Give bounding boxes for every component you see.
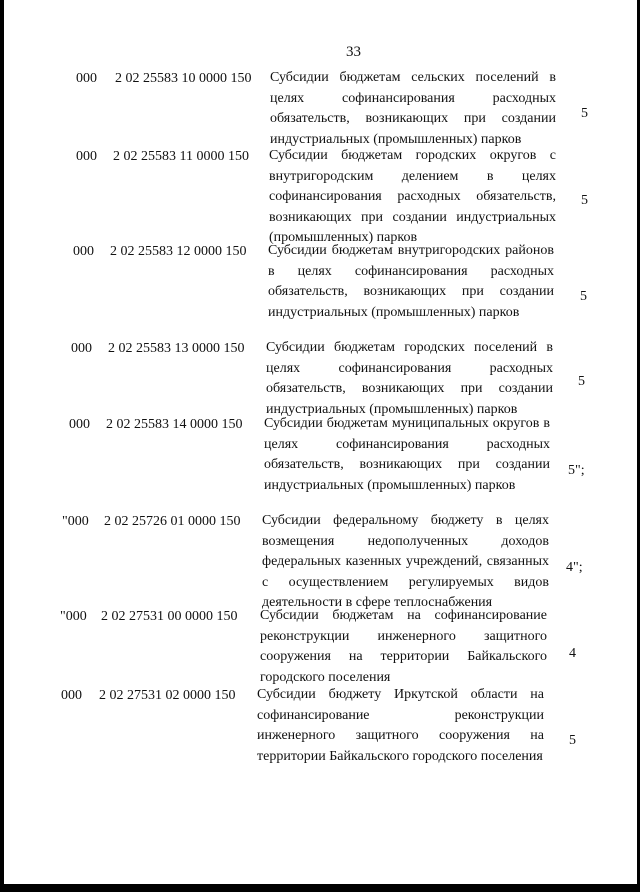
budget-classification-code: 2 02 25583 12 0000 150 <box>110 244 247 259</box>
row-description: Субсидии бюджетам городских округов с внутригородским делением в целях софинансирования расходных обязательств, возникающих при создании индустриальных (промышленных) парков <box>269 148 556 245</box>
admin-code: "000 <box>62 514 89 529</box>
row-amount: 5 <box>569 733 576 748</box>
row-amount: 4"; <box>566 560 583 575</box>
row-description: Субсидии федеральному бюджету в целях возмещения недополученных доходов федеральных казенных учреждений, связанных с осуществлением регулируемых видов деятельности в сфере теплоснабжения <box>262 513 549 610</box>
budget-classification-code: 2 02 25583 10 0000 150 <box>115 71 252 86</box>
row-amount: 5 <box>581 193 588 208</box>
admin-code: "000 <box>60 609 87 624</box>
row-amount: 5"; <box>568 463 585 478</box>
page-number: 33 <box>346 44 361 60</box>
scan-edge-bottom <box>0 884 640 892</box>
admin-code: 000 <box>76 71 97 86</box>
budget-classification-code: 2 02 25726 01 0000 150 <box>104 514 241 529</box>
row-description: Субсидии бюджетам внутригородских районов в целях софинансирования расходных обязательств, возникающих при создании индустриальных (промышленных) парков <box>268 243 554 320</box>
row-description: Субсидии бюджетам муниципальных округов в целях софинансирования расходных обязательств, возникающих при создании индустриальных (промышленных) парков <box>264 416 550 493</box>
row-description: Субсидии бюджетам сельских поселений в целях софинансирования расходных обязательств, возникающих при создании индустриальных (промышленных) парков <box>270 70 556 147</box>
budget-classification-code: 2 02 27531 00 0000 150 <box>101 609 238 624</box>
budget-classification-code: 2 02 25583 13 0000 150 <box>108 341 245 356</box>
admin-code: 000 <box>61 688 82 703</box>
admin-code: 000 <box>71 341 92 356</box>
budget-classification-code: 2 02 25583 14 0000 150 <box>106 417 243 432</box>
row-description: Субсидии бюджетам на софинансирование реконструкции инженерного защитного сооружения на территории Байкальского городского поселения <box>260 608 547 685</box>
row-amount: 5 <box>578 374 585 389</box>
row-description: Субсидии бюджету Иркутской области на софинансирование реконструкции инженерного защитного сооружения на территории Байкальского городского поселения <box>257 687 544 764</box>
budget-classification-code: 2 02 27531 02 0000 150 <box>99 688 236 703</box>
budget-classification-code: 2 02 25583 11 0000 150 <box>113 149 249 164</box>
row-description: Субсидии бюджетам городских поселений в целях софинансирования расходных обязательств, возникающих при создании индустриальных (промышленных) парков <box>266 340 553 417</box>
admin-code: 000 <box>76 149 97 164</box>
admin-code: 000 <box>69 417 90 432</box>
row-amount: 5 <box>581 106 588 121</box>
scan-edge-left <box>0 0 4 892</box>
row-amount: 4 <box>569 646 576 661</box>
admin-code: 000 <box>73 244 94 259</box>
row-amount: 5 <box>580 289 587 304</box>
